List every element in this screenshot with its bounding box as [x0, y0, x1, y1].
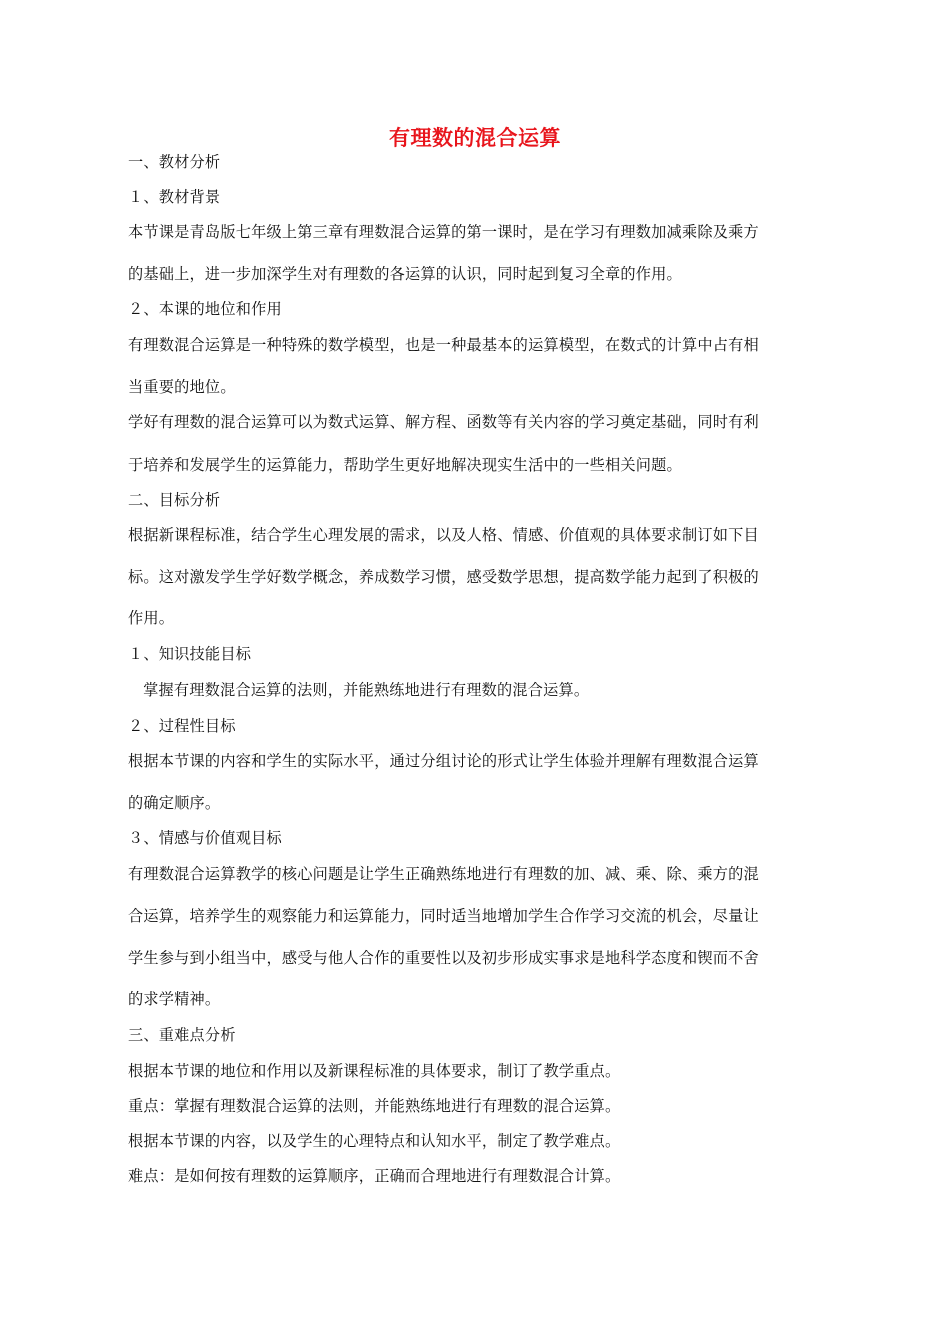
section-heading-3: 三、重难点分析 — [128, 1026, 236, 1044]
paragraph-line: 作用。 — [128, 609, 175, 627]
subheading-2-1: １、知识技能目标 — [128, 645, 252, 663]
document-title: 有理数的混合运算 — [389, 126, 561, 150]
subheading-2-3: ３、情感与价值观目标 — [128, 829, 282, 847]
paragraph-line: 的基础上，进一步加深学生对有理数的各运算的认识，同时起到复习全章的作用。 — [128, 265, 682, 283]
paragraph-line: 本节课是青岛版七年级上第三章有理数混合运算的第一课时，是在学习有理数加减乘除及乘方 — [128, 223, 759, 241]
paragraph-line: 根据新课程标准，结合学生心理发展的需求，以及人格、情感、价值观的具体要求制订如下目 — [128, 526, 759, 544]
paragraph-line: 于培养和发展学生的运算能力，帮助学生更好地解决现实生活中的一些相关问题。 — [128, 456, 682, 474]
paragraph-line: 合运算，培养学生的观察能力和运算能力，同时适当地增加学生合作学习交流的机会，尽量让 — [128, 907, 759, 925]
paragraph-line: 学好有理数的混合运算可以为数式运算、解方程、函数等有关内容的学习奠定基础，同时有利 — [128, 413, 759, 431]
paragraph-line: 根据本节课的内容和学生的实际水平，通过分组讨论的形式让学生体验并理解有理数混合运算 — [128, 752, 759, 770]
paragraph-line: 标。这对激发学生学好数学概念，养成数学习惯，感受数学思想，提高数学能力起到了积极的 — [128, 568, 759, 586]
paragraph-line: 的确定顺序。 — [128, 794, 221, 812]
subheading-1-1: １、教材背景 — [128, 188, 221, 206]
paragraph-line: 难点：是如何按有理数的运算顺序，正确而合理地进行有理数混合计算。 — [128, 1167, 621, 1185]
subheading-1-2: ２、本课的地位和作用 — [128, 300, 282, 318]
subheading-2-2: ２、过程性目标 — [128, 717, 236, 735]
paragraph-line: 根据本节课的地位和作用以及新课程标准的具体要求，制订了教学重点。 — [128, 1062, 621, 1080]
paragraph-line: 当重要的地位。 — [128, 378, 236, 396]
paragraph-line: 学生参与到小组当中，感受与他人合作的重要性以及初步形成实事求是地科学态度和锲而不舍 — [128, 949, 759, 967]
paragraph-line: 有理数混合运算教学的核心问题是让学生正确熟练地进行有理数的加、减、乘、除、乘方的混 — [128, 865, 759, 883]
section-heading-2: 二、目标分析 — [128, 491, 221, 509]
paragraph-line: 根据本节课的内容，以及学生的心理特点和认知水平，制定了教学难点。 — [128, 1132, 621, 1150]
section-heading-1: 一、教材分析 — [128, 153, 221, 171]
paragraph-line: 有理数混合运算是一种特殊的数学模型，也是一种最基本的运算模型，在数式的计算中占有相 — [128, 336, 759, 354]
paragraph-line: 掌握有理数混合运算的法则，并能熟练地进行有理数的混合运算。 — [128, 681, 590, 699]
paragraph-line: 的求学精神。 — [128, 990, 221, 1008]
paragraph-line: 重点：掌握有理数混合运算的法则，并能熟练地进行有理数的混合运算。 — [128, 1097, 621, 1115]
